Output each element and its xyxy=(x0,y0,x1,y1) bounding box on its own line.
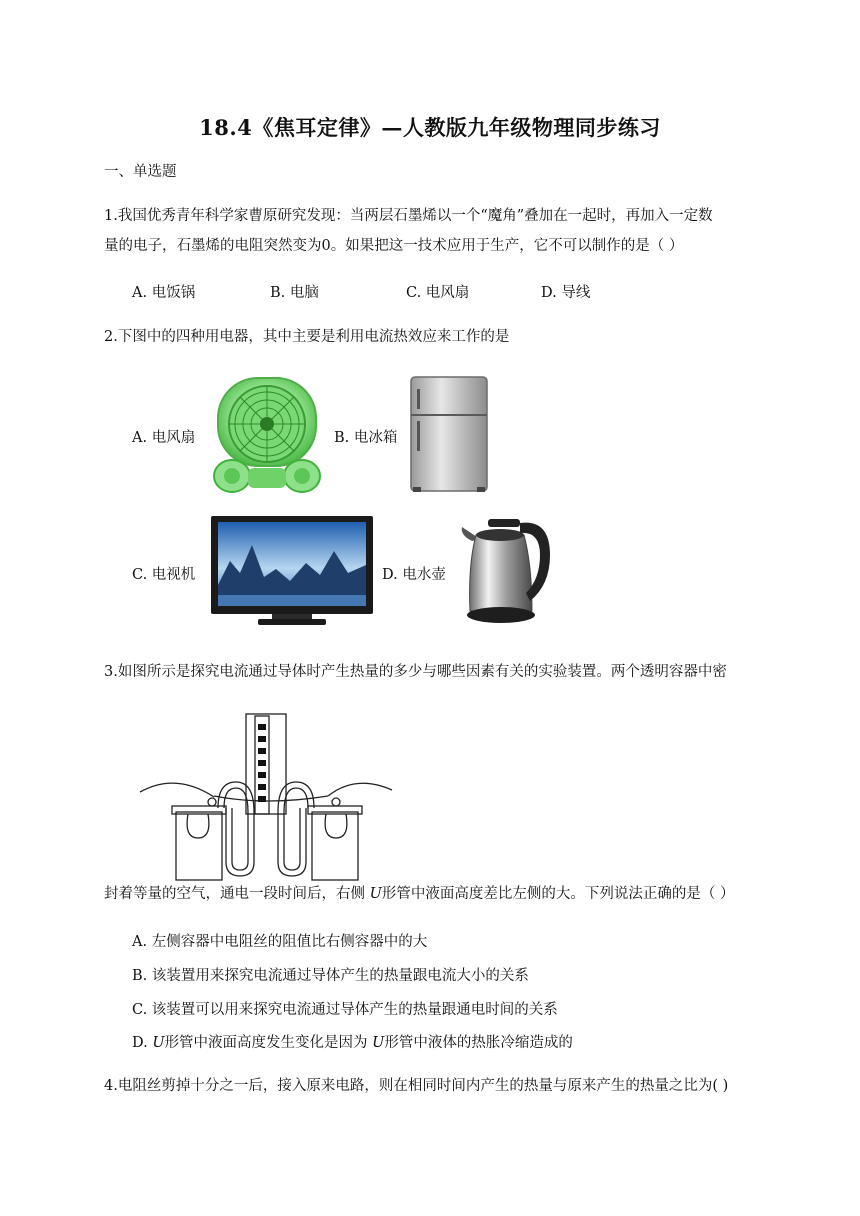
q3-stem-line1: 3.如图所示是探究电流通过导体时产生热量的多少与哪些因素有关的实验装置。两个透明容器中密 xyxy=(104,664,727,680)
q3-option-a[interactable]: A. 左侧容器中电阻丝的阻值比右侧容器中的大 xyxy=(132,934,428,950)
q1-stem-line1: 1.我国优秀青年科学家曹原研究发现：当两层石墨烯以一个“魔角”叠加在一起时，再加入一定数 xyxy=(104,208,713,224)
refrigerator-image xyxy=(409,375,489,493)
television-image xyxy=(210,515,374,626)
electric-fan-image xyxy=(210,372,324,496)
q1-option-d[interactable]: D. 导线 xyxy=(541,285,591,301)
joule-experiment-apparatus-diagram xyxy=(136,712,396,882)
q1-option-c[interactable]: C. 电风扇 xyxy=(406,285,470,301)
q1-option-a[interactable]: A. 电饭锅 xyxy=(132,285,196,301)
q3-stem-line2: 封着等量的空气，通电一段时间后，右侧 U形管中液面高度差比左侧的大。下列说法正确的是（ ） xyxy=(104,886,735,902)
q2-option-d[interactable]: D. 电水壶 xyxy=(382,567,446,583)
section-heading: 一、单选题 xyxy=(104,164,177,180)
q4-stem: 4.电阻丝剪掉十分之一后，接入原来电路，则在相同时间内产生的热量与原来产生的热量之比为( ) xyxy=(104,1078,729,1094)
q2-option-b[interactable]: B. 电冰箱 xyxy=(334,430,398,446)
electric-kettle-image xyxy=(458,515,556,627)
page-title: 18.4《焦耳定律》—人教版九年级物理同步练习 xyxy=(199,115,661,140)
q2-option-c[interactable]: C. 电视机 xyxy=(132,567,196,583)
q3-option-b[interactable]: B. 该装置用来探究电流通过导体产生的热量跟电流大小的关系 xyxy=(132,968,529,984)
q3-option-c[interactable]: C. 该装置可以用来探究电流通过导体产生的热量跟通电时间的关系 xyxy=(132,1002,558,1018)
q3-option-d[interactable]: D. U形管中液面高度发生变化是因为 U形管中液体的热胀冷缩造成的 xyxy=(132,1035,573,1051)
q1-option-b[interactable]: B. 电脑 xyxy=(270,285,319,301)
q2-option-a[interactable]: A. 电风扇 xyxy=(132,430,196,446)
q1-stem-line2: 量的电子，石墨烯的电阻突然变为0。如果把这一技术应用于生产，它不可以制作的是（ ） xyxy=(104,238,684,254)
q2-stem: 2.下图中的四种用电器，其中主要是利用电流热效应来工作的是 xyxy=(104,329,510,345)
